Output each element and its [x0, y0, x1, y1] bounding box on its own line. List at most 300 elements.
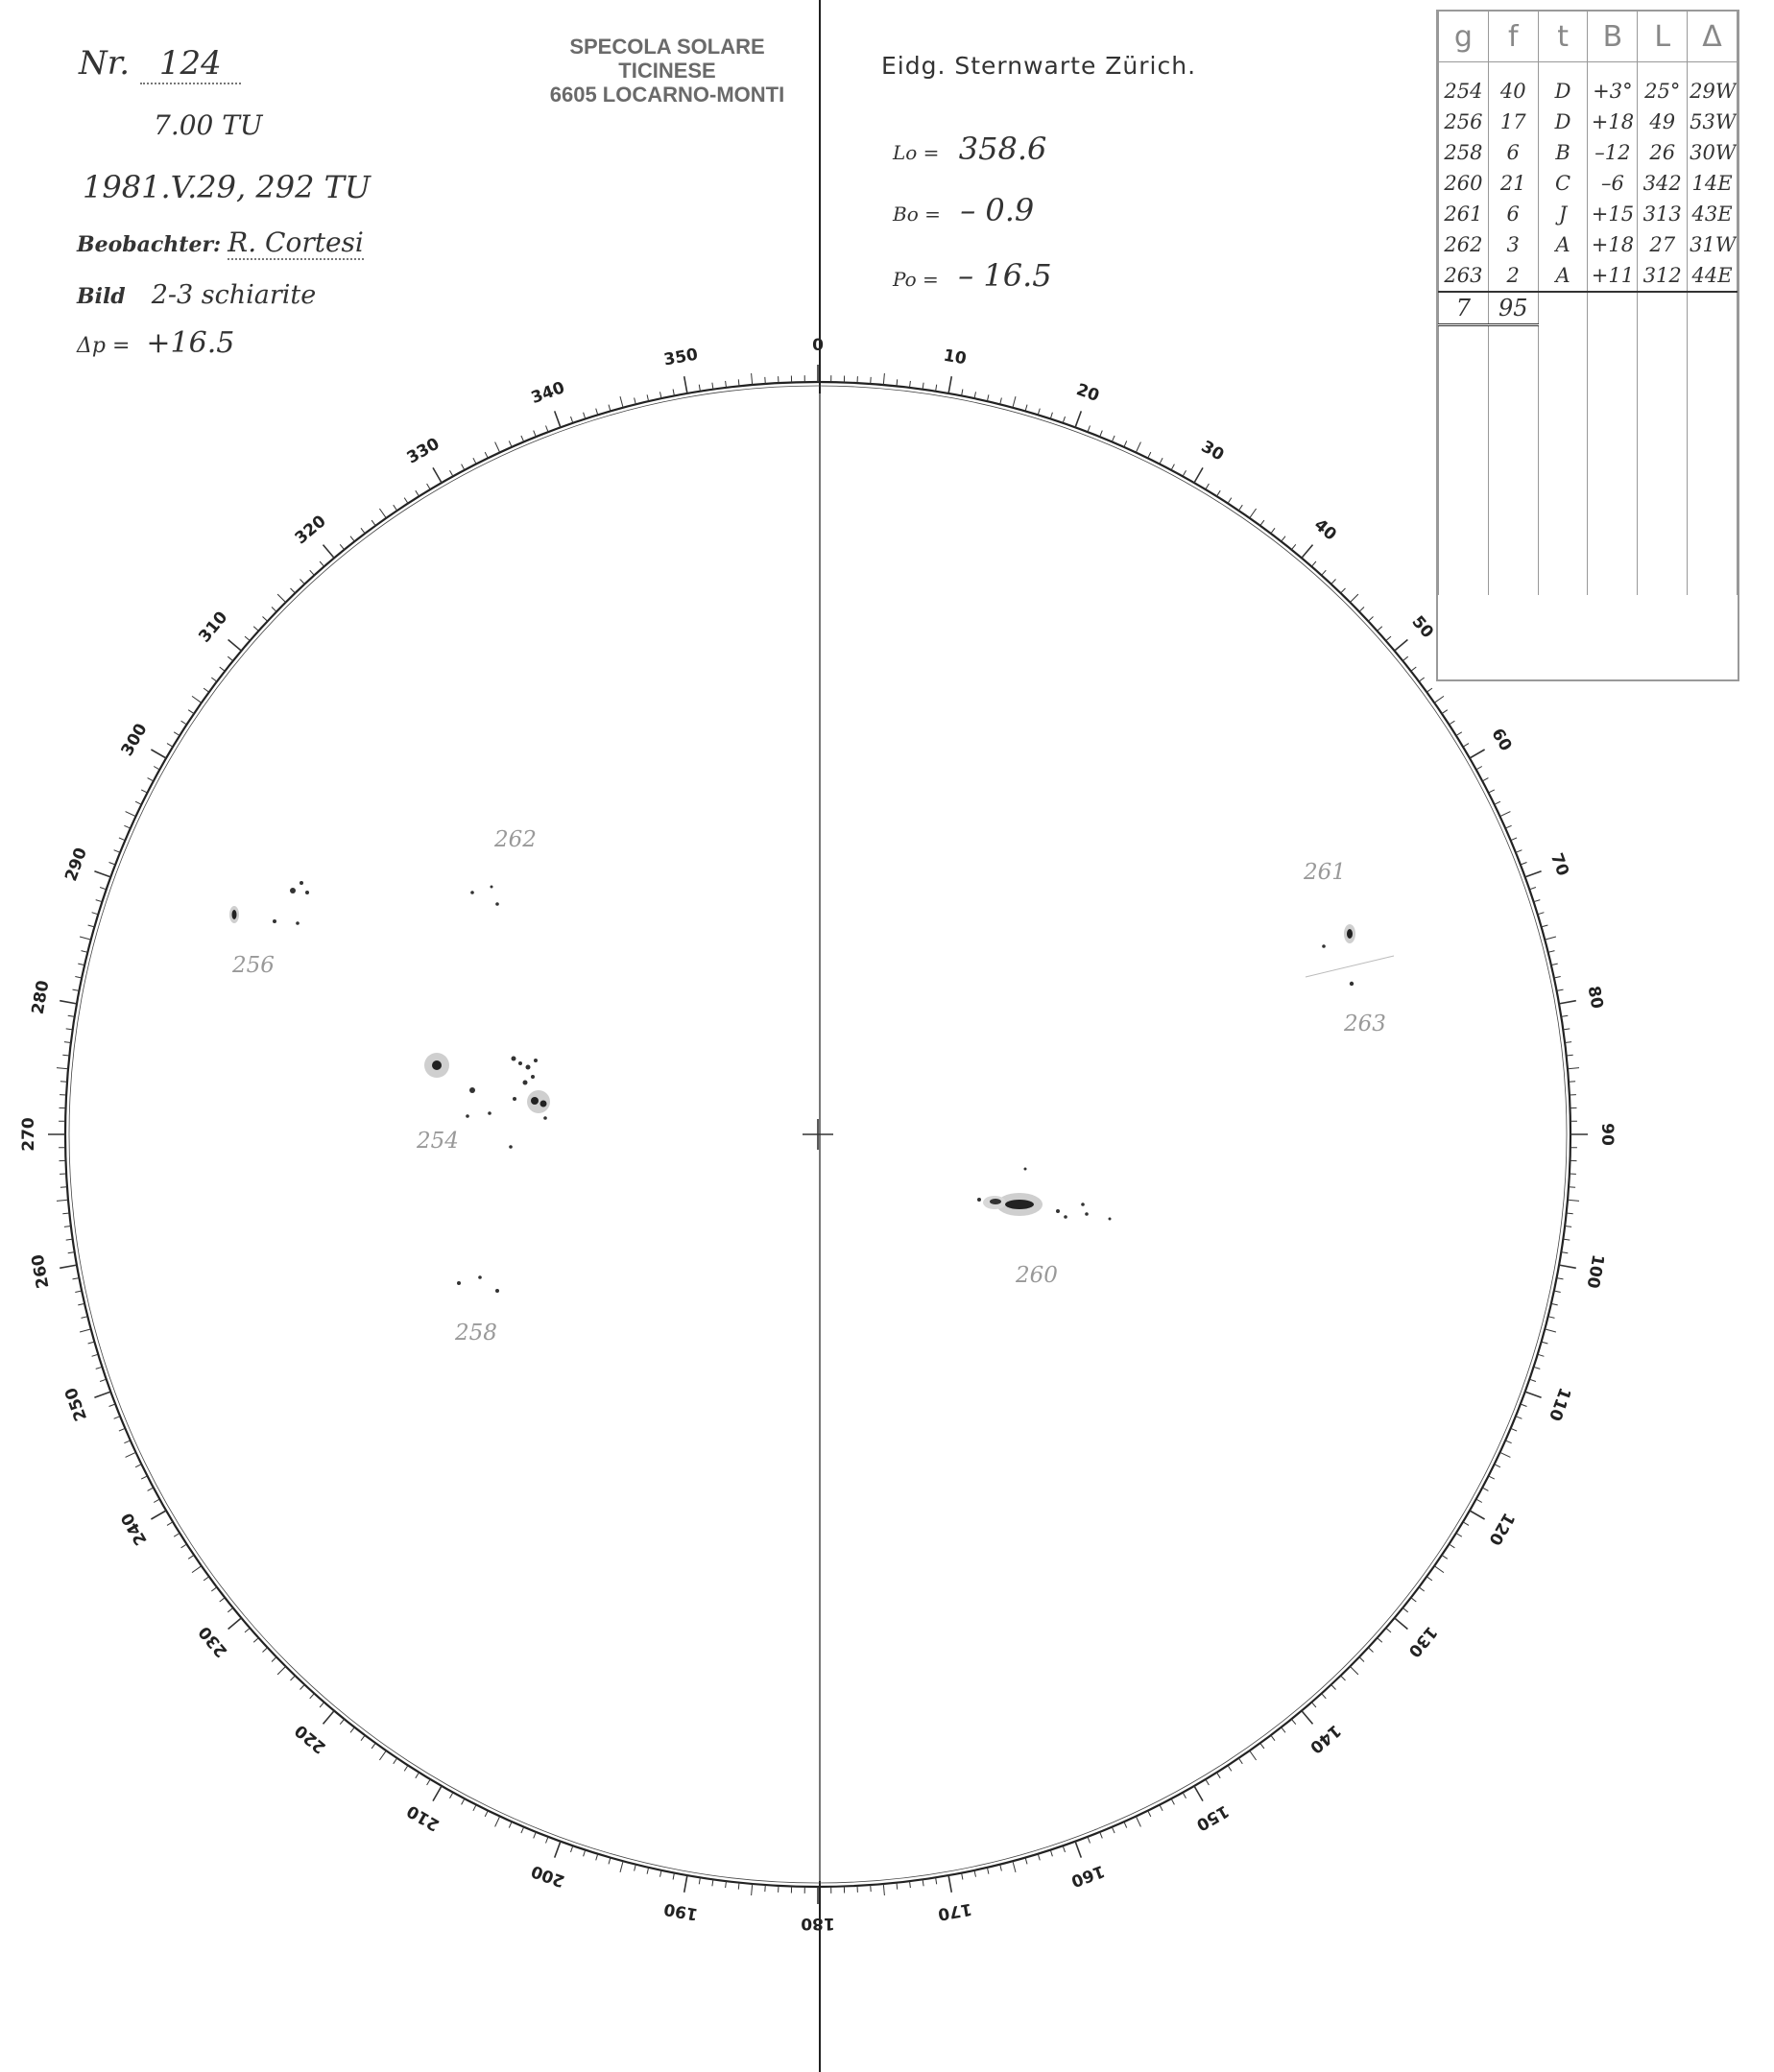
dial-tick	[1183, 470, 1186, 476]
dial-label-260: 260	[28, 1252, 54, 1290]
dial-tick	[80, 1329, 91, 1332]
dial-tick	[1194, 467, 1203, 483]
dial-tick	[1171, 464, 1174, 470]
cell-t: D	[1538, 107, 1588, 137]
dial-tick	[151, 750, 166, 758]
dial-tick	[1228, 1766, 1232, 1772]
dial-tick	[1456, 1534, 1462, 1537]
col-header-f: f	[1488, 12, 1538, 62]
dial-tick	[1217, 490, 1221, 496]
cell-t: B	[1538, 137, 1588, 168]
dial-tick	[1350, 1666, 1358, 1675]
dial-tick	[1124, 1822, 1127, 1827]
pore	[457, 1281, 461, 1285]
dial-tick	[1395, 640, 1408, 652]
dial-tick	[1100, 1832, 1103, 1839]
dial-label-350: 350	[662, 345, 700, 370]
dial-tick	[1402, 656, 1407, 660]
dial-tick	[272, 1657, 276, 1662]
dial-tick	[119, 838, 125, 841]
dial-tick	[119, 1428, 125, 1431]
dial-tick	[245, 636, 250, 641]
dial-tick	[699, 385, 700, 392]
dial-tick	[291, 588, 296, 593]
dial-tick	[1238, 505, 1242, 511]
pore	[1056, 1209, 1060, 1213]
dial-tick	[60, 1082, 67, 1083]
cell-l: 313	[1638, 199, 1688, 229]
group-label-262: 262	[494, 827, 537, 852]
dial-tick	[92, 1354, 99, 1356]
dial-tick	[948, 1875, 951, 1893]
dial-label-10: 10	[942, 345, 969, 369]
cell-delta: 30W	[1688, 137, 1738, 168]
dial-tick	[1511, 1428, 1517, 1431]
dial-tick	[1470, 1511, 1485, 1519]
pore	[1350, 982, 1354, 986]
dial-tick	[462, 464, 465, 470]
dial-tick	[174, 732, 180, 736]
dial-tick	[320, 561, 324, 566]
dial-tick	[1331, 580, 1336, 584]
dial-tick	[1567, 1213, 1573, 1214]
dial-tick	[1217, 1773, 1221, 1778]
cell-delta: 44E	[1688, 260, 1738, 292]
dial-label-250: 250	[61, 1385, 92, 1424]
dial-tick	[154, 767, 159, 770]
dial-tick	[151, 1511, 166, 1519]
dial-tick	[88, 1342, 95, 1344]
dial-tick	[263, 1648, 268, 1653]
dial-tick	[1311, 1703, 1316, 1707]
dial-tick	[96, 1367, 103, 1369]
dial-tick	[68, 1252, 75, 1253]
dial-label-40: 40	[1309, 515, 1340, 545]
pore	[518, 1061, 522, 1065]
dial-tick	[300, 580, 305, 584]
dial-tick	[379, 509, 386, 518]
dial-tick	[1291, 1719, 1295, 1724]
dial-tick	[609, 405, 611, 412]
dial-tick	[1525, 1392, 1542, 1397]
dial-tick	[174, 1534, 180, 1537]
dial-tick	[546, 426, 549, 433]
dial-tick	[1322, 570, 1327, 575]
dial-tick	[1426, 1577, 1432, 1581]
dial-tick	[1563, 1239, 1570, 1240]
pore	[1081, 1203, 1085, 1206]
dial-tick	[555, 411, 561, 427]
dial-label-20: 20	[1073, 380, 1102, 407]
dial-label-140: 140	[1306, 1720, 1345, 1757]
dial-tick	[726, 1881, 727, 1888]
dial-tick	[534, 1832, 537, 1839]
dial-tick	[1331, 1684, 1336, 1689]
dial-tick	[647, 1868, 649, 1874]
umbra	[1005, 1200, 1034, 1209]
pore	[534, 1059, 538, 1062]
dial-tick	[433, 1786, 442, 1801]
dial-tick	[60, 1265, 77, 1268]
sunspot-group-263	[1350, 982, 1354, 986]
cell-t: A	[1538, 229, 1588, 260]
dial-tick	[277, 1666, 286, 1675]
dial-tick	[1088, 1837, 1091, 1844]
dial-tick	[154, 1499, 159, 1502]
dial-tick	[148, 1488, 154, 1490]
dial-tick	[684, 376, 687, 393]
dial-tick	[1411, 667, 1417, 671]
dial-tick	[1476, 1499, 1482, 1502]
dial-tick	[1206, 484, 1210, 489]
dial-tick	[1542, 925, 1548, 927]
dial-label-50: 50	[1407, 612, 1437, 643]
dial-tick	[1075, 1842, 1081, 1858]
group-label-258: 258	[455, 1321, 497, 1346]
dial-tick	[1516, 850, 1522, 853]
dial-tick	[253, 1638, 258, 1643]
dial-tick	[192, 696, 202, 703]
dial-tick	[263, 617, 268, 622]
dial-tick	[57, 1068, 68, 1069]
dial-tick	[94, 1392, 110, 1397]
dial-tick	[1561, 1252, 1568, 1253]
group-label-261: 261	[1304, 860, 1346, 885]
dial-tick	[1500, 812, 1511, 817]
dial-tick	[1302, 545, 1313, 559]
nr-value: 124	[140, 44, 241, 84]
pencil-mark	[1306, 956, 1394, 977]
dial-tick	[1559, 1001, 1576, 1004]
cell-b: +18	[1588, 107, 1638, 137]
dial-tick	[509, 441, 512, 446]
dial-tick	[660, 392, 662, 398]
dial-tick	[1100, 431, 1103, 438]
dial-tick	[948, 376, 951, 393]
dial-tick	[1505, 825, 1511, 828]
dial-tick	[1569, 1082, 1575, 1083]
dial-tick	[1442, 1555, 1448, 1559]
dial-tick	[1250, 509, 1257, 518]
dial-tick	[1302, 1711, 1313, 1725]
cell-f: 3	[1488, 229, 1538, 260]
dial-tick	[534, 431, 537, 438]
dial-tick	[300, 1684, 305, 1689]
dial-tick	[66, 1029, 73, 1030]
cell-delta: 14E	[1688, 168, 1738, 199]
dial-tick	[712, 383, 713, 390]
cell-f: 6	[1488, 137, 1538, 168]
dial-label-130: 130	[1403, 1622, 1441, 1661]
dial-tick	[871, 377, 872, 384]
dial-label-320: 320	[291, 512, 330, 549]
dial-tick	[379, 1750, 386, 1760]
dial-tick	[1511, 838, 1517, 841]
dial-tick	[1545, 1329, 1556, 1332]
dial-tick	[1551, 1303, 1558, 1305]
dial-tick	[80, 937, 91, 940]
dial-tick	[1025, 405, 1027, 412]
dial-tick	[1359, 607, 1364, 612]
cell-delta: 43E	[1688, 199, 1738, 229]
dial-tick	[1368, 1648, 1373, 1653]
dial-tick	[1561, 1015, 1568, 1016]
dial-label-310: 310	[195, 607, 232, 647]
dial-tick	[910, 1881, 911, 1888]
total-groups: 7	[1439, 292, 1489, 325]
dial-tick	[253, 627, 258, 631]
cell-f: 2	[1488, 260, 1538, 292]
sunspot-group-261	[1322, 924, 1355, 948]
dial-tick	[1516, 1417, 1522, 1419]
total-spots: 95	[1488, 292, 1538, 325]
pore	[523, 1081, 528, 1085]
dial-tick	[73, 1278, 80, 1279]
dial-tick	[1238, 1758, 1242, 1764]
sunspot-group-262	[470, 886, 499, 906]
observation-time: 7.00 TU	[154, 109, 263, 141]
pore	[273, 919, 276, 923]
dial-tick	[450, 1793, 453, 1798]
dial-tick	[1463, 1522, 1469, 1526]
dial-tick	[109, 863, 116, 866]
umbra	[531, 1097, 539, 1105]
dial-tick	[495, 442, 500, 453]
dial-label-170: 170	[936, 1898, 973, 1924]
dial-tick	[1538, 1354, 1545, 1356]
dp-value: +16.5	[146, 326, 235, 360]
dial-tick	[109, 1404, 116, 1407]
pore	[543, 1116, 547, 1120]
dial-tick	[1554, 1291, 1561, 1293]
dial-label-30: 30	[1197, 437, 1228, 465]
dial-label-110: 110	[1544, 1385, 1574, 1424]
dp-label: Δp =	[77, 334, 131, 358]
dial-tick	[584, 413, 586, 419]
dial-tick	[660, 1870, 662, 1877]
cell-t: J	[1538, 199, 1588, 229]
dial-tick	[1378, 1638, 1382, 1643]
cell-g: 263	[1439, 260, 1489, 292]
dial-tick	[1495, 1465, 1500, 1467]
sunspot-group-256	[229, 881, 309, 925]
pore	[1024, 1168, 1027, 1171]
dial-tick	[126, 812, 136, 817]
dial-tick	[75, 1291, 82, 1293]
dial-tick	[245, 1628, 250, 1632]
dial-tick	[1013, 1861, 1016, 1872]
dial-label-60: 60	[1487, 725, 1516, 755]
dial-tick	[738, 379, 739, 386]
p0-value: – 16.5	[958, 257, 1052, 294]
dial-tick	[1260, 520, 1264, 526]
dial-tick	[96, 900, 103, 902]
dial-tick	[167, 744, 173, 748]
dial-label-270: 270	[19, 1117, 38, 1152]
image-quality: 2-3 schiarite	[151, 280, 317, 310]
dial-tick	[1075, 411, 1081, 427]
cell-b: +3°	[1588, 62, 1638, 107]
dial-tick	[68, 1015, 75, 1016]
dial-tick	[350, 1727, 354, 1733]
stamp-line-1: SPECOLA SOLARE	[569, 35, 765, 59]
dial-tick	[1063, 1846, 1065, 1852]
pore	[469, 1087, 475, 1093]
dial-tick	[571, 417, 573, 423]
dial-tick	[1050, 1850, 1052, 1857]
dial-tick	[204, 1577, 209, 1581]
dial-tick	[1500, 1452, 1511, 1457]
dial-tick	[361, 1735, 365, 1741]
pore	[1085, 1212, 1089, 1216]
dial-tick	[73, 989, 80, 990]
dial-tick	[167, 1522, 173, 1526]
dial-tick	[310, 1694, 315, 1699]
cell-delta: 31W	[1688, 229, 1738, 260]
col-header-b: B	[1588, 12, 1638, 62]
dial-tick	[936, 1877, 937, 1884]
image-label: Bild	[77, 284, 126, 309]
dial-tick	[78, 1303, 84, 1305]
col-header-t: t	[1538, 12, 1588, 62]
dial-label-0: 0	[812, 336, 824, 355]
dial-tick	[1013, 396, 1016, 408]
cell-g: 256	[1439, 107, 1489, 137]
dial-tick	[1495, 801, 1500, 804]
pore	[513, 1097, 516, 1101]
dial-tick	[1386, 636, 1391, 641]
dial-tick	[555, 1842, 561, 1858]
dial-tick	[485, 452, 488, 458]
stamp-line-2: TICINESE	[618, 59, 716, 83]
dial-tick	[1554, 977, 1561, 979]
pore	[495, 902, 499, 906]
dial-tick	[462, 1798, 465, 1804]
dial-label-190: 190	[662, 1898, 700, 1924]
dial-tick	[1419, 678, 1425, 681]
dial-tick	[635, 1865, 636, 1871]
dial-tick	[1525, 871, 1542, 877]
dial-tick	[135, 1465, 141, 1467]
dial-tick	[1568, 1200, 1579, 1201]
pore	[290, 888, 296, 893]
dial-tick	[897, 1883, 898, 1890]
stamp-line-3: 6605 LOCARNO-MONTI	[549, 83, 785, 107]
dial-tick	[1563, 1029, 1570, 1030]
dial-tick	[1476, 767, 1482, 770]
cell-t: A	[1538, 260, 1588, 292]
pore	[509, 1145, 513, 1149]
dial-tick	[188, 1555, 194, 1559]
dial-tick	[647, 394, 649, 401]
pore	[491, 886, 493, 889]
cell-b: –6	[1588, 168, 1638, 199]
dial-tick	[188, 710, 194, 714]
dial-tick	[987, 1868, 989, 1874]
cell-f: 40	[1488, 62, 1538, 107]
cell-f: 6	[1488, 199, 1538, 229]
dial-tick	[673, 1873, 674, 1880]
dial-tick	[1038, 409, 1040, 416]
dial-tick	[883, 373, 884, 385]
pore	[488, 1111, 491, 1115]
dial-tick	[1489, 790, 1495, 793]
dial-tick	[726, 381, 727, 388]
dial-tick	[485, 1811, 488, 1817]
dial-tick	[521, 436, 524, 441]
umbra	[1347, 929, 1353, 939]
dial-tick	[1368, 617, 1373, 622]
dial-tick	[1322, 1694, 1327, 1699]
observatory-name: Eidg. Sternwarte Zürich.	[881, 52, 1197, 80]
dial-tick	[1271, 1735, 1275, 1741]
observation-date: 1981.V.29, 292 TU	[83, 169, 371, 205]
pore	[300, 881, 303, 885]
dial-tick	[181, 1544, 187, 1548]
dial-tick	[324, 545, 335, 559]
dial-tick	[211, 678, 217, 681]
dial-tick	[752, 1884, 753, 1895]
dial-tick	[1419, 1587, 1425, 1591]
dial-tick	[752, 373, 753, 385]
dial-tick	[60, 1187, 67, 1188]
dial-label-340: 340	[528, 378, 567, 409]
dial-tick	[1411, 1598, 1417, 1602]
dial-tick	[1378, 627, 1382, 631]
dial-tick	[609, 1858, 611, 1865]
dial-tick	[974, 392, 976, 398]
nr-label: Nr.	[79, 44, 131, 83]
dial-tick	[1434, 696, 1444, 703]
dial-label-330: 330	[403, 434, 444, 468]
pore	[531, 1075, 535, 1079]
dial-tick	[620, 1861, 623, 1872]
dial-tick	[114, 1417, 121, 1419]
dial-tick	[1565, 1042, 1571, 1043]
cell-t: C	[1538, 168, 1588, 199]
pore	[495, 1289, 499, 1293]
dial-tick	[1534, 900, 1541, 902]
dial-tick	[1542, 1342, 1548, 1344]
dial-tick	[62, 1055, 69, 1056]
dial-tick	[1529, 1379, 1536, 1381]
dial-tick	[320, 1703, 324, 1707]
dial-tick	[1088, 426, 1091, 433]
dial-tick	[372, 520, 375, 526]
pore	[466, 1114, 469, 1118]
dial-tick	[1148, 1811, 1151, 1817]
dial-tick	[141, 790, 147, 793]
cell-delta: 53W	[1688, 107, 1738, 137]
dial-tick	[1551, 964, 1558, 965]
dial-tick	[1534, 1367, 1541, 1369]
dial-tick	[1442, 710, 1448, 714]
dial-tick	[220, 1598, 226, 1602]
cell-l: 25°	[1638, 62, 1688, 107]
dial-tick	[1038, 1854, 1040, 1861]
dial-tick	[1282, 536, 1285, 542]
dial-tick	[82, 951, 88, 953]
dial-label-150: 150	[1192, 1800, 1233, 1835]
dial-tick	[1291, 544, 1295, 549]
dial-tick	[936, 385, 937, 392]
dial-tick	[1206, 1779, 1210, 1785]
cell-f: 17	[1488, 107, 1538, 137]
dial-tick	[416, 490, 420, 496]
dial-tick	[596, 409, 598, 416]
dial-tick	[765, 1885, 766, 1892]
cell-b: +18	[1588, 229, 1638, 260]
